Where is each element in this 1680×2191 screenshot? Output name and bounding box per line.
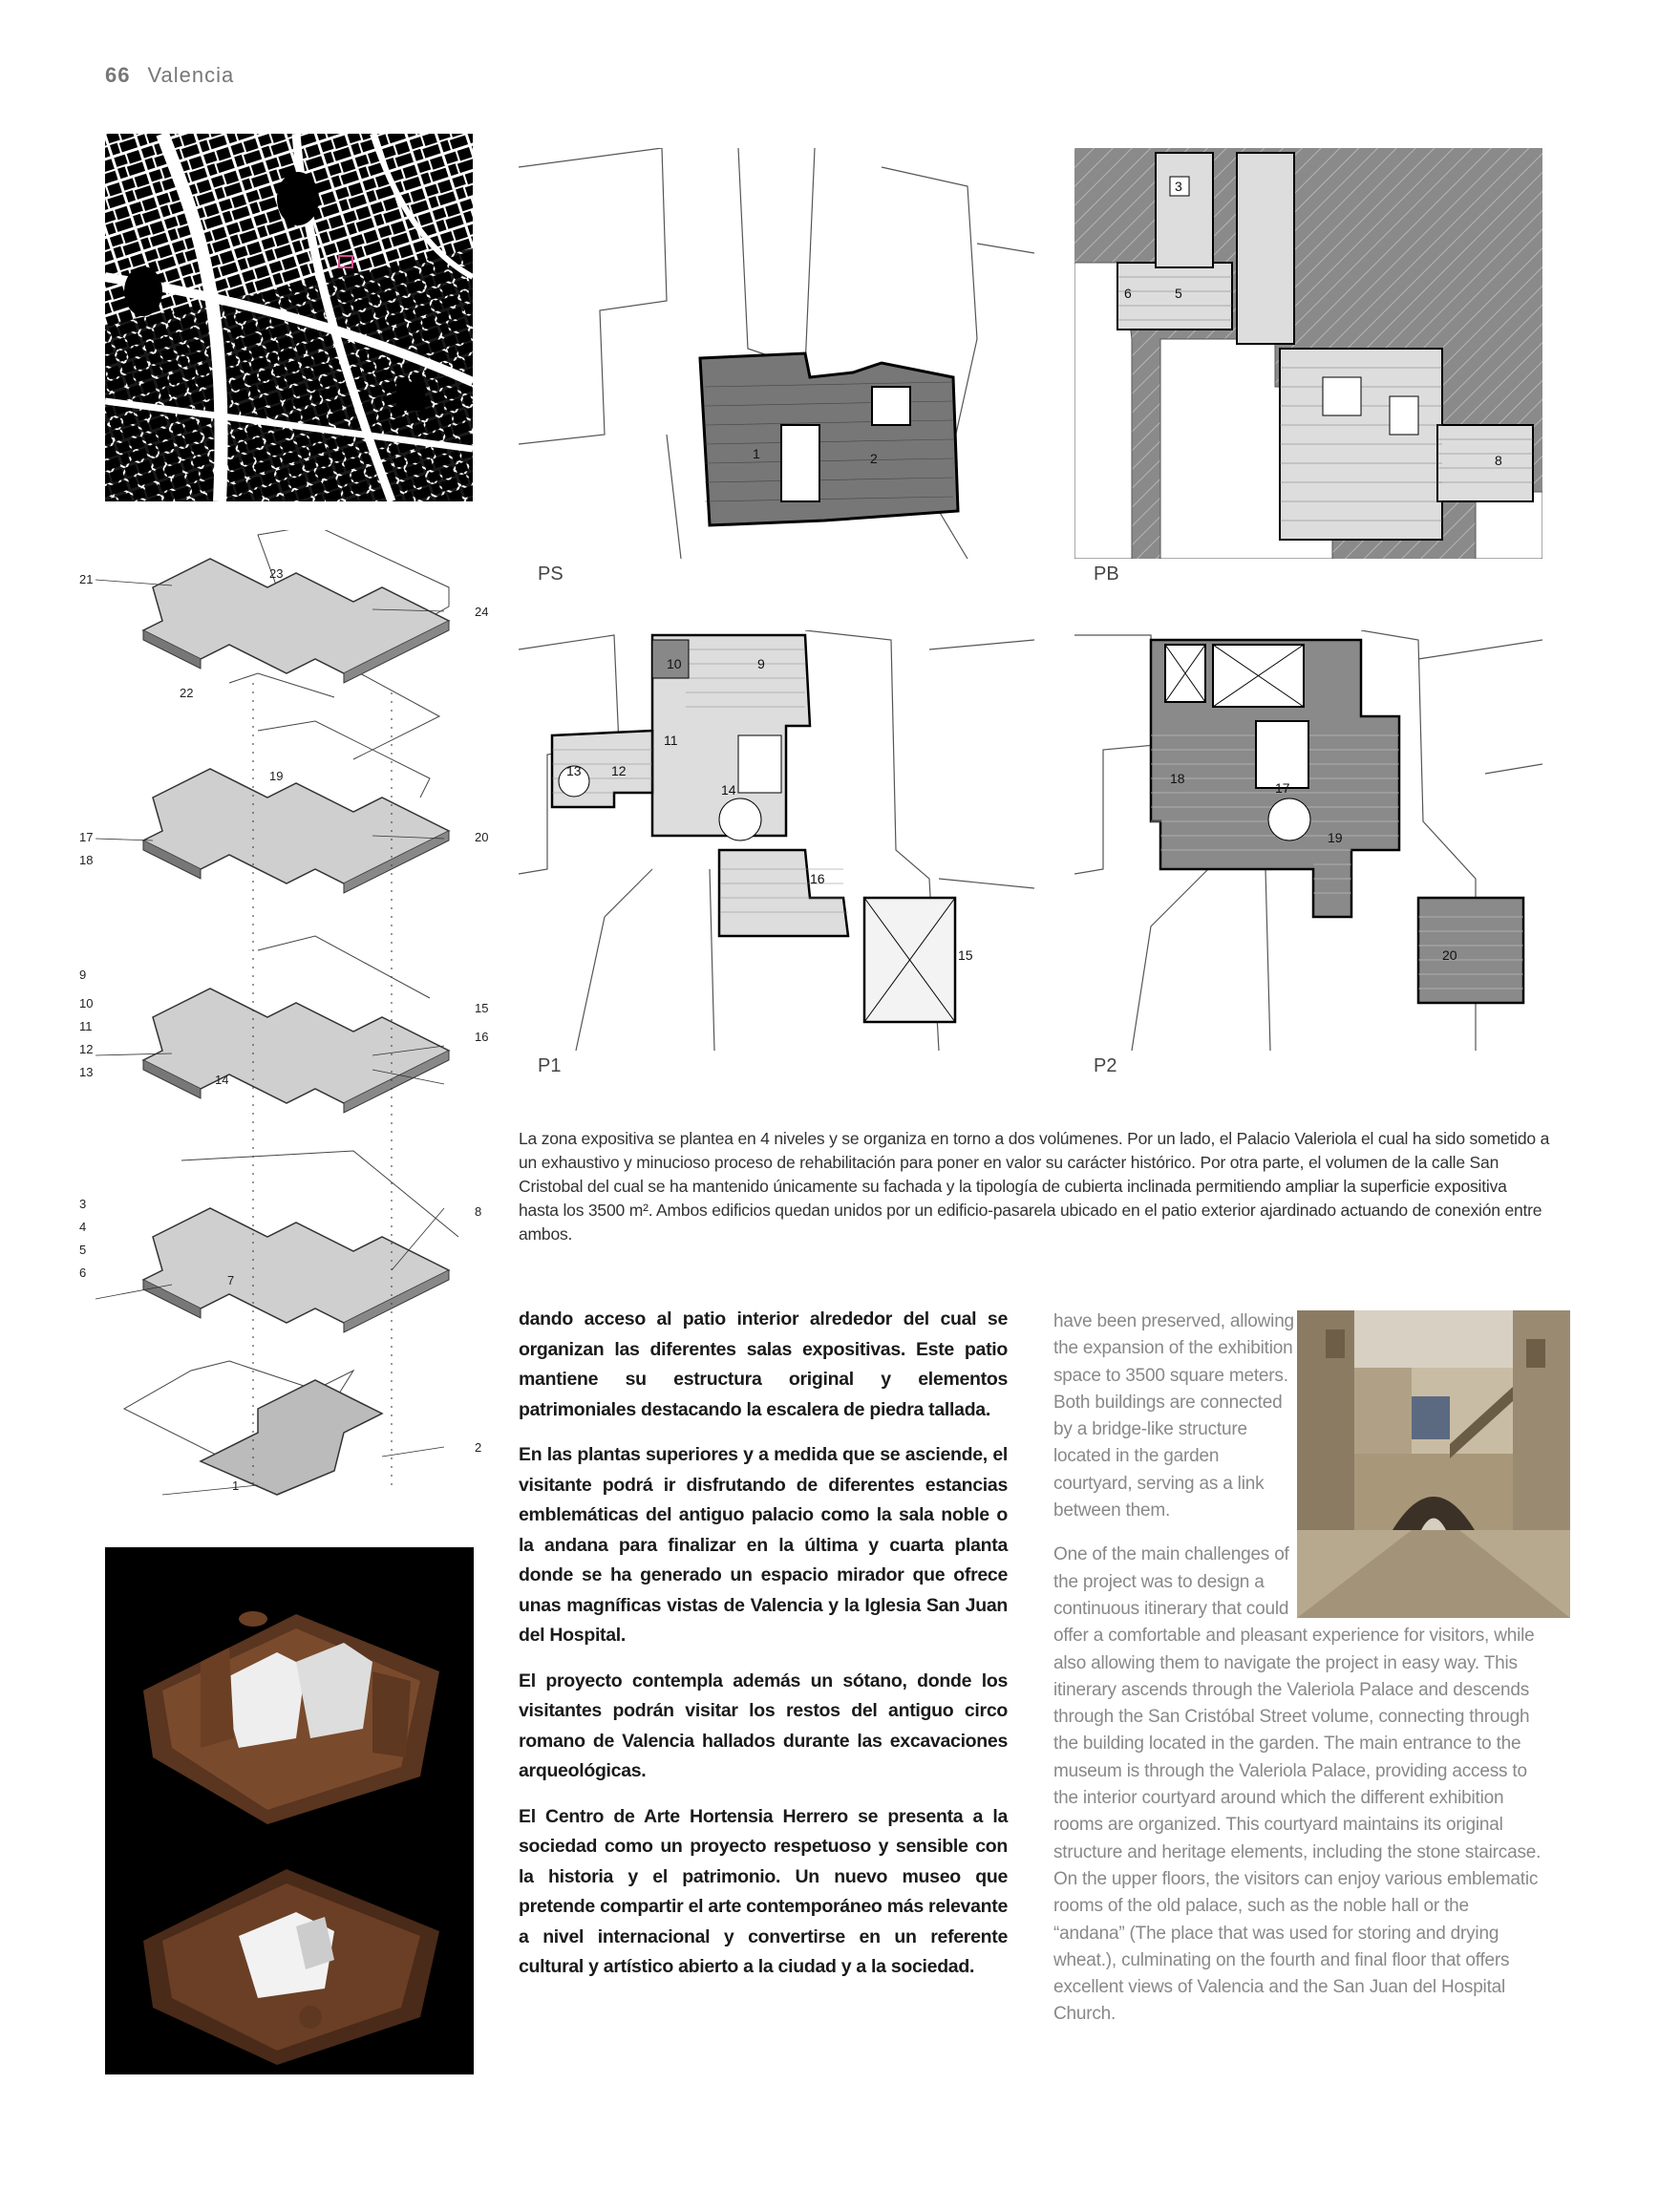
plan-p1-room-16: 16 bbox=[810, 871, 825, 886]
plan-pb-room-6: 6 bbox=[1124, 286, 1132, 301]
axo-label-10: 10 bbox=[79, 996, 94, 1010]
plan-p2-room-17: 17 bbox=[1275, 780, 1290, 796]
axo-label-3: 3 bbox=[79, 1197, 87, 1211]
axonometric-diagram bbox=[67, 530, 497, 1542]
axo-label-22: 22 bbox=[180, 686, 194, 700]
plan-p1-room-11: 11 bbox=[664, 733, 678, 748]
plan-label-p2: P2 bbox=[1094, 1055, 1117, 1076]
spanish-paragraph: dando acceso al patio interior alrededor del cual se organizan las diferentes salas expositivas. Este patio mantiene su estructura original y elementos patrimoniales destacando la escalera de piedra tallada. bbox=[519, 1308, 1008, 1420]
axo-label-7: 7 bbox=[227, 1273, 235, 1287]
plan-p1-room-10: 10 bbox=[667, 656, 682, 671]
page-header bbox=[105, 63, 234, 88]
axo-label-15: 15 bbox=[475, 1001, 489, 1015]
axo-label-1: 1 bbox=[232, 1478, 240, 1493]
floor-plan-pb bbox=[1074, 148, 1542, 585]
axo-label-17: 17 bbox=[79, 830, 94, 844]
axo-label-21: 21 bbox=[79, 572, 94, 586]
plan-p1-room-9: 9 bbox=[757, 656, 765, 671]
plan-pb-room-3: 3 bbox=[1175, 179, 1182, 194]
axo-label-6: 6 bbox=[79, 1266, 87, 1280]
axo-label-14: 14 bbox=[215, 1073, 229, 1087]
plan-p1-room-14: 14 bbox=[721, 782, 736, 798]
axo-label-4: 4 bbox=[79, 1220, 87, 1234]
figure-caption: La zona expositiva se plantea en 4 niveles y se organiza en torno a dos volúmenes. Por un lado, el Palacio Valeriola el cual ha sido sometido a un exhaustivo y minucioso proceso de rehabilitación para poner en valor su carácter histórico. Por otra parte, el volumen de la calle San Cristobal del cual se ha mantenido únicamente su fachada y la tipología de cubierta inclinada permitiendo ampliar la superficie expositiva hasta los 3500 m². Ambos edificios quedan unidos por un edificio-pasarela ubicado en el patio exterior ajardinado actuando de conexión entre ambos. bbox=[519, 1129, 1550, 1244]
plan-p1-room-15: 15 bbox=[958, 947, 973, 963]
axo-label-5: 5 bbox=[79, 1243, 87, 1257]
section-title: Valencia bbox=[147, 63, 235, 87]
axo-label-18: 18 bbox=[79, 853, 94, 867]
english-paragraph: One of the main challenges of the project was to design a continuous itinerary that could offer a comfortable and pleasant experience for visitors, while also allowing them to navigate the project in easy way. This itinerary ascends through the Valeriola Palace and descends through the San Cristóbal Street volume, connecting through the building located in the garden. The main entrance to the museum is through the Valeriola Palace, providing access to the interior courtyard around which the different exhibition rooms are organized. This courtyard maintains its original structure and heritage elements, including the stone staircase. On the upper floors, the visitors can enjoy various emblematic rooms of the old palace, such as the noble hall or the “andana” (The place that was used for storing and drying wheat.), culminating on the fourth and final floor that offers excellent views of Valencia and the San Juan del Hospital Church. bbox=[1053, 1544, 1542, 2025]
floor-plan-ps bbox=[519, 148, 1034, 585]
axo-label-20: 20 bbox=[475, 830, 489, 844]
plan-p2-room-20: 20 bbox=[1442, 947, 1457, 963]
plan-p1-room-13: 13 bbox=[566, 763, 582, 778]
axo-label-12: 12 bbox=[79, 1042, 94, 1056]
spanish-paragraph: En las plantas superiores y a medida que se asciende, el visitante podrá ir disfrutando de diferentes estancias emblemáticas del antiguo palacio como la sala noble o la andana para finalizar en la última y cuarta planta donde se ha generado un espacio mirador que ofrece unas magníficas vistas de Valencia y la Iglesia San Juan del Hospital. bbox=[519, 1444, 1008, 1646]
plan-label-pb: PB bbox=[1094, 564, 1119, 585]
axo-label-11: 11 bbox=[79, 1019, 93, 1033]
axo-label-8: 8 bbox=[475, 1204, 482, 1219]
page-number: 66 bbox=[105, 63, 131, 87]
axo-label-9: 9 bbox=[79, 968, 87, 982]
spanish-paragraph: El Centro de Arte Hortensia Herrero se presenta a la sociedad como un proyecto respetuoso y sensible con la historia y el patrimonio. Un nuevo museo que pretende compartir el arte contemporáneo más relevante a nivel internacional y convertirse en un referente cultural y artístico abierto a la ciudad y a la sociedad. bbox=[519, 1805, 1008, 1977]
spanish-paragraph: El proyecto contempla además un sótano, donde los visitantes podrán visitar los restos del antiguo circo romano de Valencia hallados durante las excavaciones arqueológicas. bbox=[519, 1670, 1008, 1781]
plan-pb-room-8: 8 bbox=[1495, 453, 1502, 468]
plan-pb-room-5: 5 bbox=[1175, 286, 1182, 301]
plan-label-ps: PS bbox=[538, 564, 564, 585]
model-photo-2 bbox=[105, 1826, 474, 2074]
floor-plan-p1 bbox=[519, 630, 1034, 1076]
spanish-body-text bbox=[519, 1305, 1008, 1998]
axo-label-24: 24 bbox=[475, 605, 489, 619]
model-photo-1 bbox=[105, 1547, 474, 1834]
axo-label-2: 2 bbox=[475, 1440, 482, 1455]
plan-p1-room-12: 12 bbox=[611, 763, 627, 778]
city-figure-ground-plan bbox=[105, 134, 473, 501]
floor-plan-p2 bbox=[1074, 630, 1542, 1076]
axo-label-13: 13 bbox=[79, 1065, 94, 1079]
plan-ps-room-2: 2 bbox=[870, 451, 878, 466]
english-body-text bbox=[1053, 1308, 1542, 2046]
axo-label-16: 16 bbox=[475, 1030, 489, 1044]
english-paragraph: have been preserved, allowing the expansion of the exhibition space to 3500 square meters. Both buildings are connected by a bridge-like structure located in the garden courtyard, serving as a link between them. bbox=[1053, 1311, 1294, 1521]
axo-label-19: 19 bbox=[269, 769, 284, 783]
axo-label-23: 23 bbox=[269, 566, 284, 581]
plan-p2-room-19: 19 bbox=[1328, 830, 1343, 845]
plan-label-p1: P1 bbox=[538, 1055, 562, 1076]
plan-p2-room-18: 18 bbox=[1170, 771, 1185, 786]
plan-ps-room-1: 1 bbox=[753, 446, 760, 461]
